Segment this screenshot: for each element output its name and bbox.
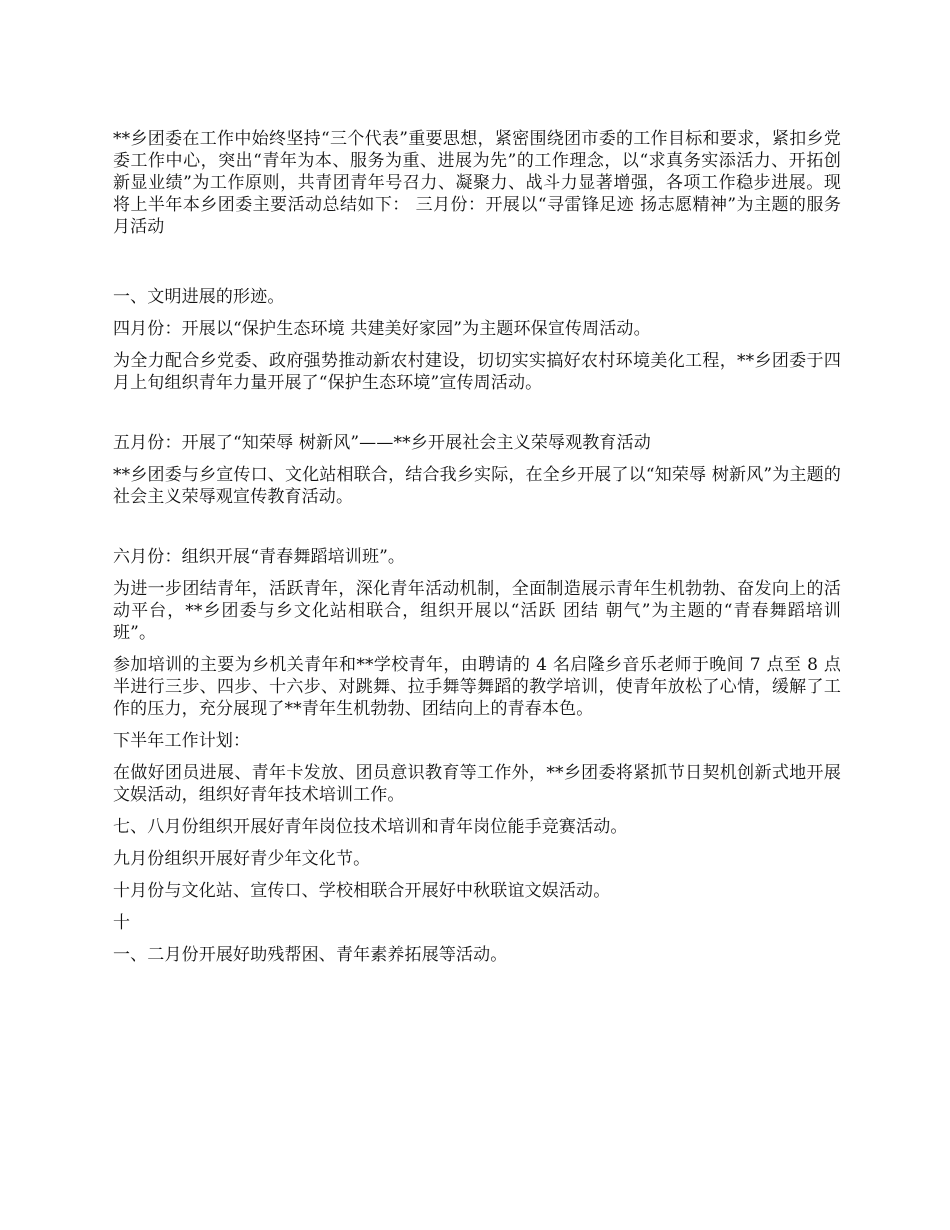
second-half-plan-paragraph: 在做好团员进展、青年卡发放、团员意识教育等工作外，**乡团委将紧抓节日契机创新式地开展文娱活动，组织好青年技术培训工作。	[113, 763, 841, 805]
plan-item-july-august: 七、八月份组织开展好青年岗位技术培训和青年岗位能手竞赛活动。	[113, 817, 628, 837]
june-activity-paragraph: 为进一步团结青年，活跃青年，深化青年活动机制，全面制造展示青年生机勃勃、奋发向上的活动平台，**乡团委与乡文化站相联合，组织开展以“活跃 团结 朝气”为主题的“青春舞蹈培训班”。	[113, 579, 841, 643]
may-activity-paragraph: **乡团委与乡宣传口、文化站相联合，结合我乡实际，在全乡开展了以“知荣辱 树新风”为主题的社会主义荣辱观宣传教育活动。	[113, 465, 841, 507]
plan-item-november-december: 一、二月份开展好助残帮困、青年素养拓展等活动。	[113, 945, 508, 965]
june-activity-heading: 六月份：组织开展“青春舞蹈培训班”。	[113, 547, 406, 567]
section-heading-civilization: 一、文明进展的形迹。	[113, 287, 285, 307]
paragraph-gap	[113, 518, 841, 546]
plan-item-ten: 十	[113, 913, 131, 933]
may-activity-heading: 五月份：开展了“知荣辱 树新风”——**乡开展社会主义荣辱观教育活动	[113, 433, 651, 453]
paragraph-gap	[113, 404, 841, 432]
intro-paragraph: **乡团委在工作中始终坚持“三个代表”重要思想，紧密围绕团市委的工作目标和要求，紧扣乡党委工作中心，突出“青年为本、服务为重、进展为先”的工作理念，以“求真务实添活力、开拓创新显业绩”为工作原则，共青团青年号召力、凝聚力、战斗力显著增强，各项工作稳步进展。现将上半年本乡团委主要活动总结如下： 三月份：开展以“寻雷锋足迹 扬志愿精神”为主题的服务月活动	[113, 129, 841, 237]
plan-item-september: 九月份组织开展好青少年文化节。	[113, 849, 371, 869]
second-half-plan-heading: 下半年工作计划：	[113, 731, 251, 751]
plan-item-october: 十月份与文化站、宣传口、学校相联合开展好中秋联谊文娱活动。	[113, 881, 611, 901]
april-activity-paragraph: 为全力配合乡党委、政府强势推动新农村建设，切切实实搞好农村环境美化工程，**乡团委于四月上旬组织青年力量开展了“保护生态环境”宣传周活动。	[113, 351, 841, 393]
paragraph-gap	[113, 248, 841, 286]
training-paragraph: 参加培训的主要为乡机关青年和**学校青年，由聘请的 4 名启隆乡音乐老师于晚间 7 点至 8 点半进行三步、四步、十六步、对跳舞、拉手舞等舞蹈的教学培训，使青年放松了心情，缓解了工作的压力，充分展现了**青年生机勃勃、团结向上的青春本色。	[113, 655, 841, 719]
april-activity-heading: 四月份：开展以“保护生态环境 共建美好家园”为主题环保宣传周活动。	[113, 319, 651, 339]
document-body	[113, 128, 841, 976]
